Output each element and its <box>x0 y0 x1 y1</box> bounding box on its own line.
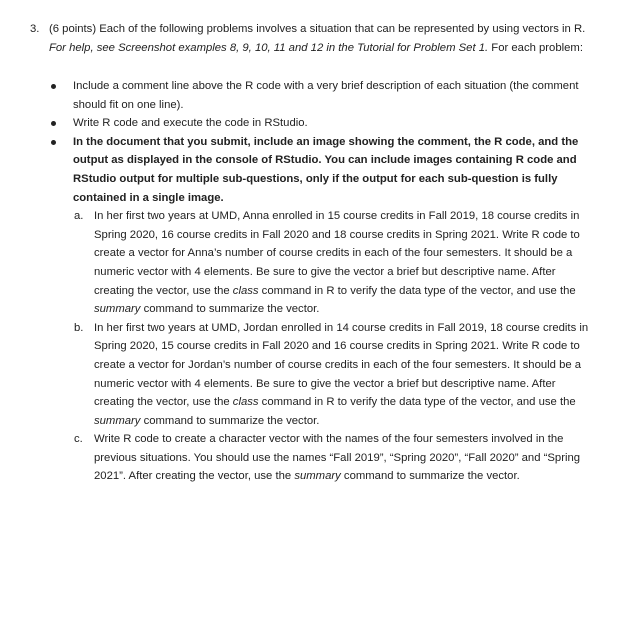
sub-label: c. <box>74 433 83 446</box>
intro-tail: For each problem: <box>488 41 583 54</box>
bullet-dot-icon <box>51 84 56 89</box>
sub-text-italic: summary <box>294 470 341 483</box>
sub-label: b. <box>74 321 84 334</box>
question-intro <box>49 20 589 57</box>
sub-text-italic: summary <box>94 414 141 427</box>
intro-text: (6 points) Each of the following problems involves a situation that can be represented by using vectors in R. <box>49 23 586 35</box>
instruction-bullet-2 <box>30 114 590 133</box>
instruction-bullet-1 <box>30 77 590 114</box>
sub-text: In her first two years at UMD, Anna enrolled in 15 course credits in Fall 2019, 18 course credits in Spring 2020, 16 course credits in Fall 2020 and 18 course credits in Spring 2021. Write R code to create a vector for Anna’s number of course credits in each of the four semesters. It should be a numeric vector with 4 elements. Be sure to give the vector a brief but descriptive name. After creating the vector, use the <box>94 210 580 297</box>
sub-question-a <box>30 207 590 319</box>
sub-text: command to summarize the vector. <box>340 470 520 483</box>
bullet-dot-icon <box>51 140 56 145</box>
instruction-bullet-3 <box>30 133 590 207</box>
sub-text: command in R to verify the data type of the vector, and use the <box>258 284 576 297</box>
instruction-list <box>30 77 590 486</box>
sub-text-italic: class <box>232 396 259 409</box>
sub-label: a. <box>74 210 84 223</box>
sub-text: command to summarize the vector. <box>140 414 320 427</box>
question-number: 3. <box>30 23 40 35</box>
sub-text: In her first two years at UMD, Jordan enrolled in 14 course credits in Fall 2019, 18 course credits in Spring 2020, 15 course credits in Fall 2020 and 16 course credits in Spring 2021. Write R code to create a vector for Jordan’s number of course credits in each of the four semesters. It should be a numeric vector with 4 elements. Be sure to give the vector a brief but descriptive name. After creating the vector, use the <box>94 321 589 409</box>
bullet-text: Include a comment line above the R code with a very brief description of each situation (the comment should fit on one line). <box>73 80 579 111</box>
sub-text: command to summarize the vector. <box>140 303 320 316</box>
bullet-text: Write R code and execute the code in RStudio. <box>73 117 308 130</box>
sub-question-b <box>30 319 590 431</box>
sub-text: command in R to verify the data type of the vector, and use the <box>258 396 576 409</box>
sub-text-italic: class <box>232 284 259 297</box>
bullet-text: In the document that you submit, include an image showing the comment, the R code, and the output as displayed in the console of RStudio. You can include images containing R code and RStudio output for multiple sub-questions, only if the output for each sub-question is fully contained in a single image. <box>73 135 579 204</box>
bullet-dot-icon <box>51 121 56 126</box>
sub-text: Write R code to create a character vector with the names of the four semesters involved in the previous situations. You should use the names “Fall 2019”, “Spring 2020”, “Fall 2020” and “Spring 2021”. After creating the vector, use the <box>94 433 581 483</box>
sub-text-italic: summary <box>94 303 141 316</box>
sub-question-c <box>30 430 590 486</box>
intro-help-italic: For help, see Screenshot examples 8, 9, 10, 11 and 12 in the Tutorial for Problem Set 1. <box>49 41 489 54</box>
